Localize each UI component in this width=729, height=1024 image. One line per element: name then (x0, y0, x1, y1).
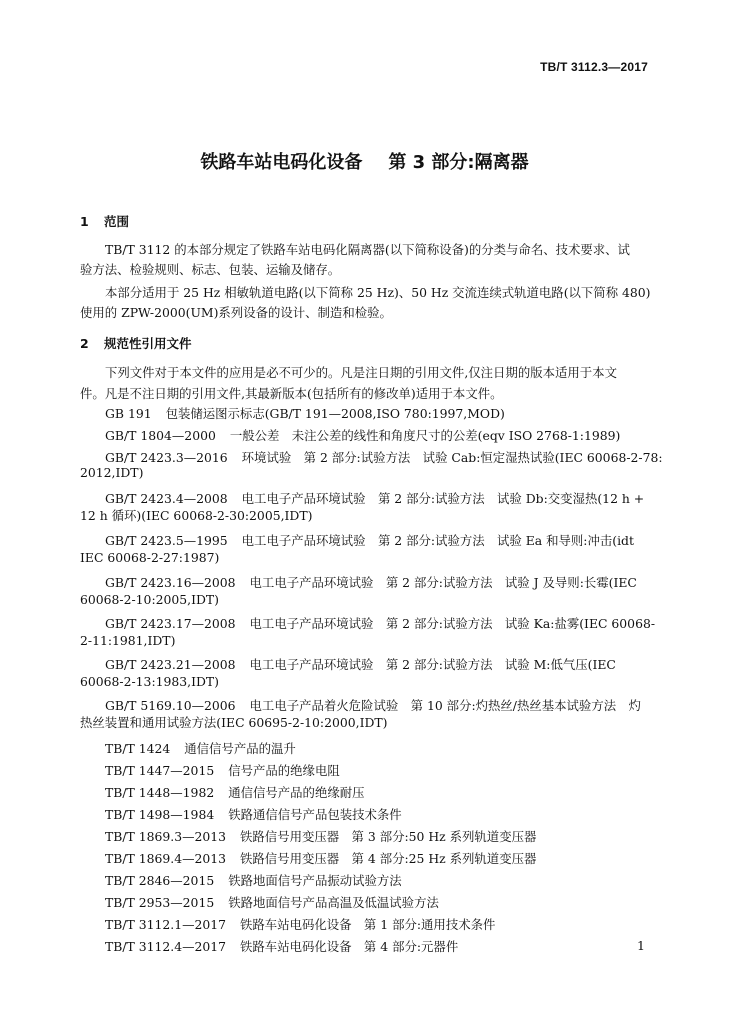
reference-code: GB/T 2423.17—2008 (105, 616, 236, 631)
section-heading-scope (80, 212, 129, 230)
reference-title: 电工电子产品着火危险试验 第 10 部分:灼热丝/热丝基本试验方法 灼 (249, 698, 641, 713)
reference-continuation: 12 h 循环)(IEC 60068-2-30:2005,IDT) (80, 508, 313, 523)
reference-item (105, 893, 439, 911)
reference-title: 一般公差 未注公差的线性和角度尺寸的公差(eqv ISO 2768-1:1989) (229, 428, 621, 443)
reference-title: 包装储运图示标志(GB/T 191—2008,ISO 780:1997,MOD) (165, 406, 505, 421)
reference-title: 环境试验 第 2 部分:试验方法 试验 Cab:恒定湿热试验(IEC 60068-2-78: (241, 450, 663, 465)
reference-code: GB/T 2423.4—2008 (105, 491, 228, 506)
reference-code: GB/T 2423.16—2008 (105, 575, 236, 590)
section-title: 规范性引用文件 (104, 336, 192, 351)
normative-intro-line-1: 下列文件对于本文件的应用是必不可少的。凡是注日期的引用文件,仅注日期的版本适用于本文 (105, 365, 617, 380)
reference-code: GB/T 2423.21—2008 (105, 657, 236, 672)
reference-code: GB/T 2423.5—1995 (105, 533, 228, 548)
reference-title: 电工电子产品环境试验 第 2 部分:试验方法 试验 Ka:盐雾(IEC 60068- (249, 616, 656, 631)
reference-title: 铁路车站电码化设备 第 1 部分:通用技术条件 (240, 917, 496, 932)
reference-continuation: 2-11:1981,IDT) (80, 633, 176, 648)
reference-continuation: IEC 60068-2-27:1987) (80, 550, 220, 565)
scope-paragraph-2-line-1: 本部分适用于 25 Hz 相敏轨道电路(以下简称 25 Hz)、50 Hz 交流连续式轨道电路(以下简称 480) (105, 285, 651, 300)
reference-title: 铁路地面信号产品高温及低温试验方法 (228, 895, 439, 910)
reference-item (105, 426, 620, 444)
section-number: 1 (80, 214, 89, 229)
reference-code: GB/T 1804—2000 (105, 428, 216, 443)
reference-item (105, 614, 655, 632)
reference-title: 铁路信号用变压器 第 4 部分:25 Hz 系列轨道变压器 (240, 851, 537, 866)
reference-item (105, 915, 495, 933)
reference-item (105, 805, 402, 823)
reference-item (105, 573, 637, 591)
title-part: 第 3 部分:隔离器 (388, 152, 529, 173)
reference-code: TB/T 1447—2015 (105, 763, 215, 778)
reference-code: TB/T 1424 (105, 741, 171, 756)
reference-item (105, 696, 641, 714)
reference-title: 信号产品的绝缘电阻 (228, 763, 340, 778)
reference-code: TB/T 3112.1—2017 (105, 917, 227, 932)
scope-paragraph-1-line-1: TB/T 3112 的本部分规定了铁路车站电码化隔离器(以下简称设备)的分类与命名、技术要求、试 (105, 242, 630, 257)
reference-item (105, 937, 458, 955)
reference-item (105, 783, 365, 801)
reference-item (105, 761, 340, 779)
reference-continuation: 60068-2-13:1983,IDT) (80, 674, 220, 689)
reference-title: 铁路通信信号产品包装技术条件 (228, 807, 402, 822)
title-main: 铁路车站电码化设备 (200, 152, 363, 173)
reference-item (105, 404, 505, 422)
page-number: 1 (637, 938, 645, 953)
reference-item (105, 655, 616, 673)
reference-item (105, 871, 402, 889)
reference-code: TB/T 1448—1982 (105, 785, 215, 800)
reference-code: GB/T 2423.3—2016 (105, 450, 228, 465)
reference-item (105, 448, 663, 466)
reference-item (105, 531, 634, 549)
reference-item (105, 849, 536, 867)
normative-intro-line-2: 件。凡是不注日期的引用文件,其最新版本(包括所有的修改单)适用于本文件。 (80, 386, 503, 401)
page-title (0, 148, 729, 174)
reference-code: TB/T 2953—2015 (105, 895, 215, 910)
reference-continuation: 热丝装置和通用试验方法(IEC 60695-2-10:2000,IDT) (80, 715, 388, 730)
reference-continuation: 60068-2-10:2005,IDT) (80, 592, 220, 607)
reference-code: GB 191 (105, 406, 152, 421)
reference-code: TB/T 3112.4—2017 (105, 939, 227, 954)
reference-title: 电工电子产品环境试验 第 2 部分:试验方法 试验 M:低气压(IEC (249, 657, 616, 672)
reference-code: TB/T 1869.4—2013 (105, 851, 227, 866)
reference-code: GB/T 5169.10—2006 (105, 698, 236, 713)
reference-title: 电工电子产品环境试验 第 2 部分:试验方法 试验 Db:交变湿热(12 h + (241, 491, 645, 506)
reference-title: 铁路信号用变压器 第 3 部分:50 Hz 系列轨道变压器 (240, 829, 537, 844)
section-number: 2 (80, 336, 89, 351)
reference-title: 电工电子产品环境试验 第 2 部分:试验方法 试验 J 及导则:长霉(IEC (249, 575, 637, 590)
reference-code: TB/T 1498—1984 (105, 807, 215, 822)
reference-title: 铁路地面信号产品振动试验方法 (228, 873, 402, 888)
reference-title: 通信信号产品的温升 (184, 741, 296, 756)
reference-title: 通信信号产品的绝缘耐压 (228, 785, 365, 800)
reference-code: TB/T 2846—2015 (105, 873, 215, 888)
document-code: TB/T 3112.3—2017 (540, 60, 648, 74)
reference-title: 铁路车站电码化设备 第 4 部分:元器件 (240, 939, 459, 954)
section-title: 范围 (104, 214, 130, 229)
scope-paragraph-2-line-2: 使用的 ZPW-2000(UM)系列设备的设计、制造和检验。 (80, 305, 392, 320)
reference-item (105, 489, 644, 507)
reference-code: TB/T 1869.3—2013 (105, 829, 227, 844)
reference-item (105, 739, 296, 757)
reference-title: 电工电子产品环境试验 第 2 部分:试验方法 试验 Ea 和导则:冲击(idt (241, 533, 634, 548)
reference-continuation: 2012,IDT) (80, 465, 144, 480)
scope-paragraph-1-line-2: 验方法、检验规则、标志、包装、运输及储存。 (80, 262, 341, 277)
reference-item (105, 827, 536, 845)
section-heading-normative-references (80, 334, 192, 352)
